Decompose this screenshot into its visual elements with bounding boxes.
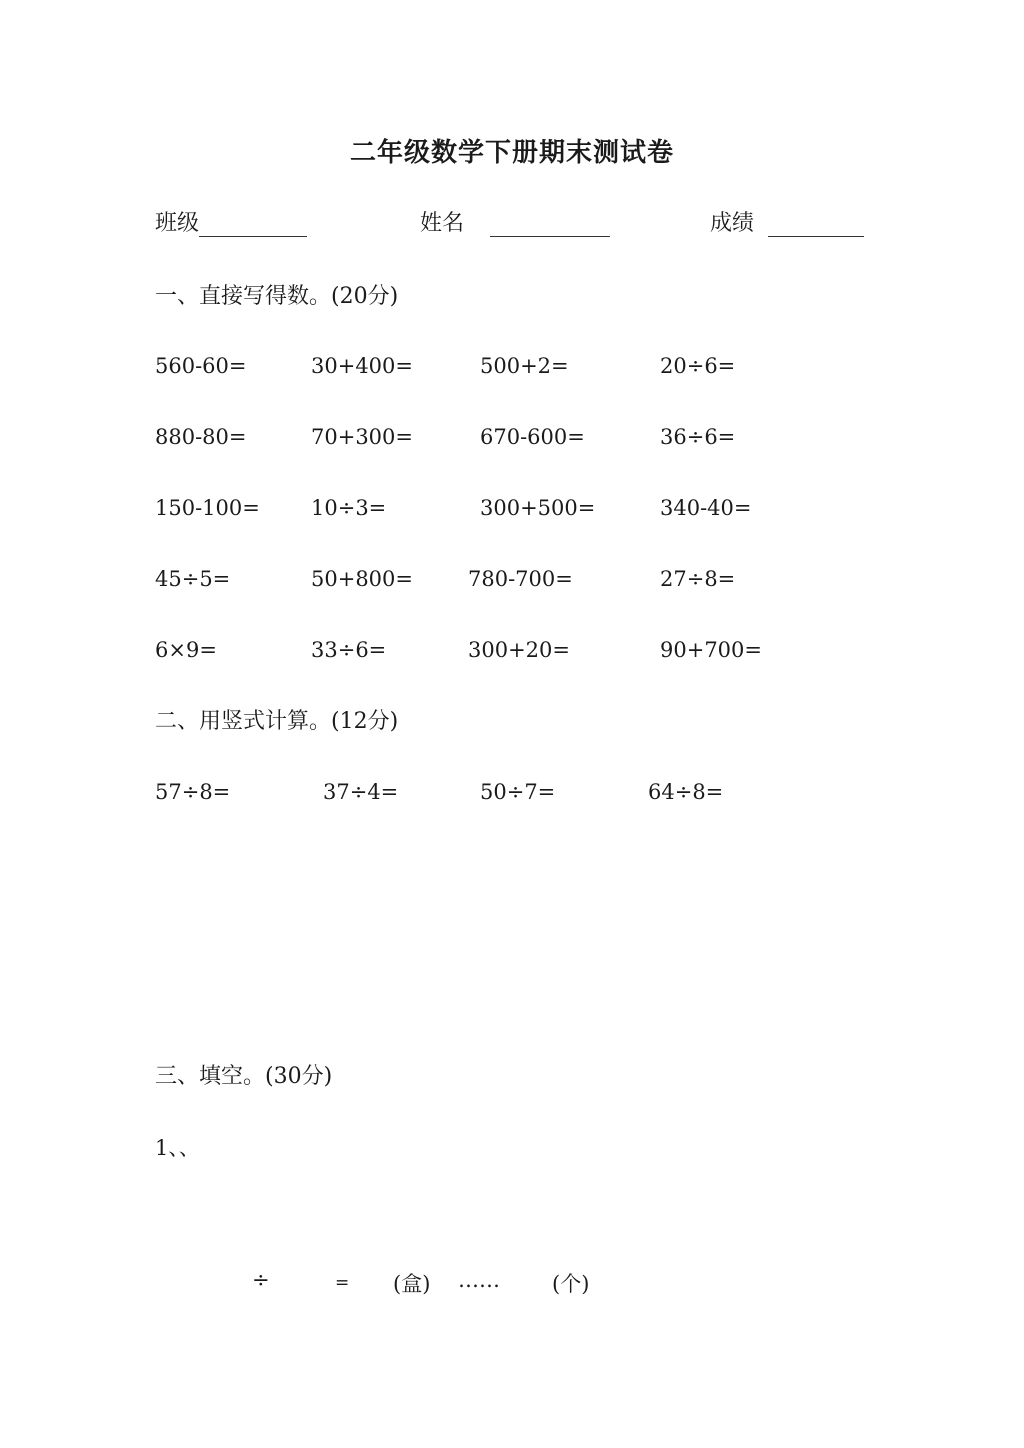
score-label: 成绩 (710, 211, 755, 236)
question-1-label: 1、、 (155, 1136, 200, 1160)
class-blank[interactable] (199, 210, 307, 237)
problem: 340-40= (660, 496, 752, 520)
problem: 45÷5= (155, 567, 231, 591)
problem: 90+700= (660, 638, 762, 662)
section-2-heading: 二、用竖式计算。(12分) (155, 709, 399, 734)
problem: 300+20= (468, 638, 570, 662)
problem: 150-100= (155, 496, 260, 520)
problem: 33÷6= (311, 638, 387, 662)
page-title: 二年级数学下册期末测试卷 (349, 138, 674, 168)
section-3-heading: 三、填空。(30分) (155, 1064, 333, 1089)
problem: 70+300= (311, 425, 413, 449)
box-unit: (盒) (393, 1272, 431, 1296)
vertical-calc-item: 37÷4= (323, 780, 399, 804)
problem: 50+800= (311, 567, 413, 591)
problem: 20÷6= (660, 354, 736, 378)
division-sign: ÷ (252, 1268, 270, 1292)
class-field (155, 206, 307, 237)
problem: 36÷6= (660, 425, 736, 449)
name-label: 姓名 (420, 211, 465, 236)
problem: 27÷8= (660, 567, 736, 591)
item-unit: (个) (552, 1272, 590, 1296)
vertical-calc-item: 57÷8= (155, 780, 231, 804)
problem: 300+500= (480, 496, 596, 520)
score-field (710, 206, 864, 237)
score-blank[interactable] (768, 210, 864, 237)
vertical-calc-item: 64÷8= (648, 780, 724, 804)
problem: 560-60= (155, 354, 247, 378)
problem: 670-600= (480, 425, 585, 449)
problem: 880-80= (155, 425, 247, 449)
problem: 780-700= (468, 567, 573, 591)
name-blank[interactable] (490, 210, 610, 237)
problem: 10÷3= (311, 496, 387, 520)
class-label: 班级 (155, 211, 200, 236)
remainder-dots: …… (458, 1268, 500, 1292)
equals-sign: = (335, 1273, 350, 1293)
problem: 500+2= (480, 354, 569, 378)
problem: 30+400= (311, 354, 413, 378)
problem: 6×9= (155, 638, 217, 662)
name-field (420, 206, 610, 237)
section-1-heading: 一、直接写得数。(20分) (155, 284, 399, 309)
vertical-calc-item: 50÷7= (480, 780, 556, 804)
